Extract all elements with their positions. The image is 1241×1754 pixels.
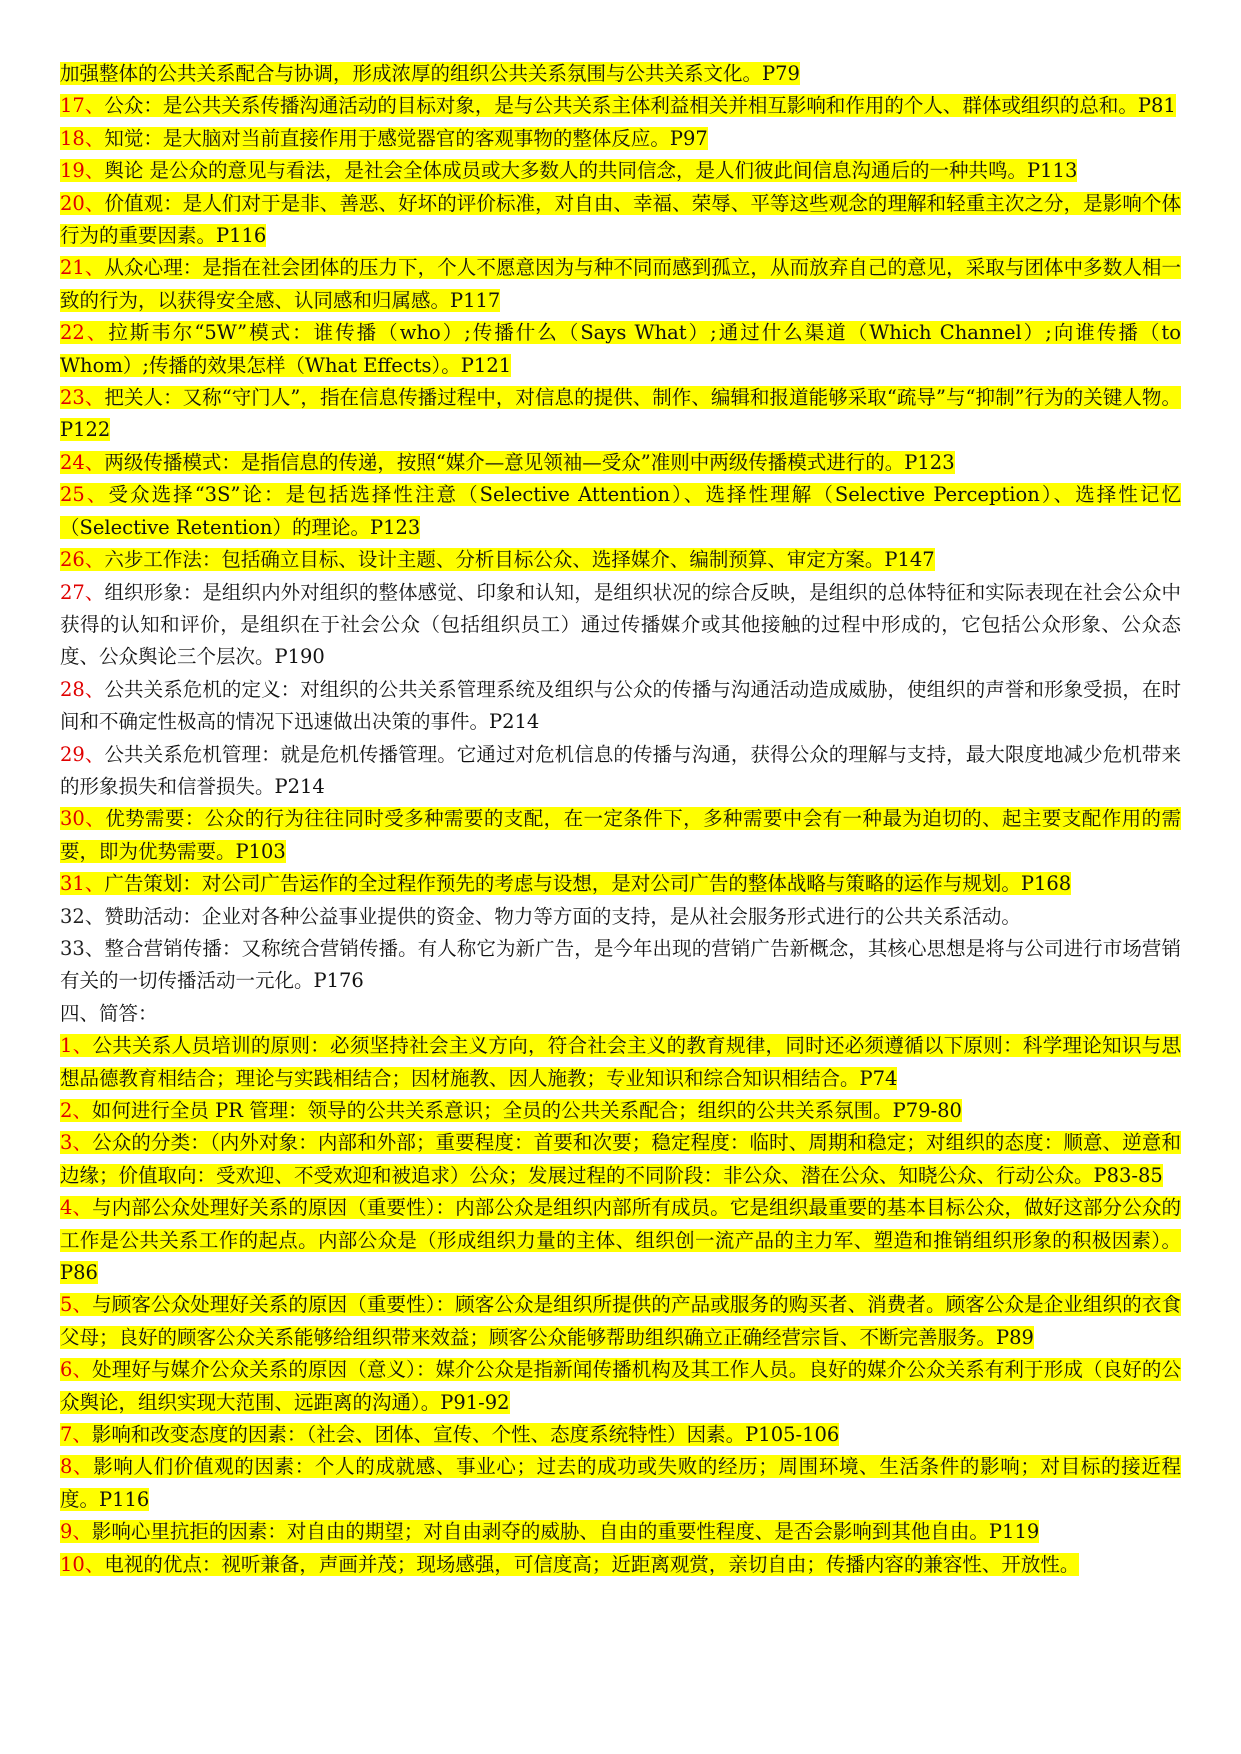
item-number: 4、: [60, 1196, 93, 1220]
item-text: 两级传播模式：是指信息的传递，按照“媒介—意见领袖—受众”准则中两级传播模式进行的。P123: [104, 450, 955, 474]
item-text: 加强整体的公共关系配合与协调，形成浓厚的组织公共关系氛围与公共关系文化。P79: [60, 62, 800, 85]
paragraph-10: [60, 544, 1181, 576]
paragraph-13: [60, 739, 1181, 804]
item-number: 28、: [60, 677, 105, 701]
highlighted-text: [60, 256, 1181, 311]
paragraph-19: [60, 1030, 1181, 1095]
item-text: 公共关系危机管理：就是危机传播管理。它通过对危机信息的传播与沟通，获得公众的理解与支持，最大限度地减少危机带来的形象损失和信誉损失。P214: [60, 742, 1181, 798]
item-text: 整合营销传播：又称统合营销传播。有人称它为新广告，是今年出现的营销广告新概念，其核心思想是将与公司进行市场营销有关的一切传播活动一元化。P176: [60, 936, 1181, 993]
highlighted-text: [60, 321, 1181, 376]
item-number: 3、: [60, 1131, 93, 1155]
item-number: 5、: [60, 1293, 93, 1317]
item-text: 把关人：又称“守门人”，指在信息传播过程中，对信息的提供、制作、编辑和报道能够采取“疏导”与“抑制”行为的关键人物。P122: [60, 386, 1181, 442]
item-text: 舆论 是公众的意见与看法，是社会全体成员或大多数人的共同信念，是人们彼此间信息沟通后的一种共鸣。P113: [104, 159, 1078, 183]
paragraph-8: [60, 447, 1181, 479]
paragraph-26: [60, 1451, 1181, 1516]
paragraph-20: [60, 1095, 1181, 1127]
item-number: 8、: [60, 1455, 94, 1479]
item-number: 27、: [60, 580, 105, 604]
item-number: 30、: [60, 807, 106, 831]
highlighted-text: [60, 1099, 962, 1122]
item-text: 公共关系危机的定义：对组织的公共关系管理系统及组织与公众的传播与沟通活动造成威胁，使组织的声誉和形象受损，在时间和不确定性极高的情况下迅速做出决策的事件。P214: [60, 677, 1181, 734]
item-number: 10、: [60, 1552, 105, 1576]
item-text: 受众选择“3S”论：是包括选择性注意（Selective Attention）、选择性理解（Selective Perception）、选择性记忆（Selective Retention）的理论。P123: [60, 483, 1181, 539]
item-number: 9、: [60, 1520, 92, 1544]
plain-text: [60, 743, 1181, 798]
highlighted-text: [60, 1293, 1181, 1348]
paragraph-21: [60, 1127, 1181, 1192]
highlighted-text: [60, 1553, 1079, 1576]
highlighted-text: [60, 807, 1181, 862]
paragraph-5: [60, 252, 1181, 317]
item-number: 26、: [60, 548, 105, 572]
item-number: 2、: [60, 1099, 92, 1122]
paragraph-28: [60, 1549, 1181, 1581]
item-text: 广告策划：对公司广告运作的全过程作预先的考虑与设想，是对公司广告的整体战略与策略的运作与规划。P168: [104, 872, 1072, 896]
item-number: 23、: [60, 386, 105, 410]
paragraph-11: [60, 577, 1181, 674]
paragraph-6: [60, 317, 1181, 382]
paragraph-24: [60, 1354, 1181, 1419]
item-text: 公众：是公共关系传播沟通活动的目标对象，是与公共关系主体利益相关并相互影响和作用的个人、群体或组织的总和。P81: [104, 94, 1176, 118]
item-number: 32、: [60, 904, 105, 928]
item-text: 知觉：是大脑对当前直接作用于感觉器官的客观事物的整体反应。P97: [104, 126, 708, 150]
plain-text: [60, 937, 1181, 992]
item-number: 20、: [60, 191, 105, 215]
paragraph-25: [60, 1419, 1181, 1451]
item-text: 四、简答：: [60, 1001, 158, 1025]
item-text: 影响人们价值观的因素：个人的成就感、事业心；过去的成功或失败的经历；周围环境、生活条件的影响；对目标的接近程度。P116: [60, 1455, 1181, 1511]
paragraph-2: [60, 123, 1181, 155]
item-number: 33、: [60, 936, 105, 960]
paragraph-15: [60, 868, 1181, 900]
paragraph-1: [60, 90, 1181, 122]
item-text: 拉斯韦尔“5W”模式：谁传播（who）;传播什么（Says What）;通过什么渠道（Which Channel）;向谁传播（to Whom）;传播的效果怎样（What Effects）。P121: [60, 321, 1181, 377]
paragraph-22: [60, 1192, 1181, 1289]
highlighted-text: [60, 1358, 1181, 1413]
paragraph-4: [60, 188, 1181, 253]
item-text: 影响心里抗拒的因素：对自由的期望；对自由剥夺的威胁、自由的重要性程度、是否会影响到其他自由。P119: [91, 1520, 1040, 1544]
item-number: 6、: [60, 1358, 93, 1382]
item-number: 31、: [60, 872, 105, 896]
item-text: 组织形象：是组织内外对组织的整体感觉、印象和认知，是组织状况的综合反映，是组织的总体特征和实际表现在社会公众中获得的认知和评价，是组织在于社会公众（包括组织员工）通过传播媒介或其他接触的过程中形成的，它包括公众形象、公众态度、公众舆论三个层次。P190: [60, 580, 1181, 669]
item-number: 24、: [60, 450, 105, 474]
paragraph-27: [60, 1516, 1181, 1548]
highlighted-text: [60, 1131, 1181, 1186]
highlighted-text: [60, 127, 708, 150]
item-text: 影响和改变态度的因素：（社会、团体、宣传、个性、态度系统特性）因素。P105-106: [91, 1423, 840, 1447]
paragraph-23: [60, 1289, 1181, 1354]
item-text: 如何进行全员 PR 管理：领导的公共关系意识；全员的公共关系配合；组织的公共关系氛围。P79-80: [91, 1099, 962, 1122]
item-number: 18、: [60, 126, 105, 150]
paragraph-17: [60, 933, 1181, 998]
highlighted-text: [60, 62, 800, 85]
item-number: 21、: [60, 256, 105, 280]
highlighted-text: [60, 1196, 1181, 1284]
highlighted-text: [60, 1520, 1039, 1543]
plain-text: [60, 905, 1021, 928]
paragraph-16: [60, 901, 1181, 933]
highlighted-text: [60, 386, 1181, 441]
item-number: 17、: [60, 94, 105, 118]
paragraph-18: [60, 998, 1181, 1030]
item-number: 19、: [60, 159, 105, 183]
highlighted-text: [60, 159, 1077, 182]
paragraph-14: [60, 803, 1181, 868]
plain-text: [60, 678, 1181, 733]
item-number: 7、: [60, 1423, 92, 1447]
item-text: 赞助活动：企业对各种公益事业提供的资金、物力等方面的支持，是从社会服务形式进行的公共关系活动。: [104, 904, 1021, 928]
item-text: 优势需要：公众的行为往往同时受多种需要的支配，在一定条件下，多种需要中会有一种最为迫切的、起主要支配作用的需要，即为优势需要。P103: [60, 807, 1181, 863]
paragraph-9: [60, 479, 1181, 544]
item-text: 与内部公众处理好关系的原因（重要性）：内部公众是组织内部所有成员。它是组织最重要的基本目标公众，做好这部分公众的工作是公共关系工作的起点。内部公众是（形成组织力量的主体、组织创一流产品的主力军、塑造和推销组织形象的积极因素）。P86: [60, 1196, 1181, 1285]
paragraph-3: [60, 155, 1181, 187]
highlighted-text: [60, 1455, 1181, 1510]
highlighted-text: [60, 872, 1071, 895]
item-text: 从众心理：是指在社会团体的压力下，个人不愿意因为与种不同而感到孤立，从而放弃自己的意见，采取与团体中多数人相一致的行为，以获得安全感、认同感和归属感。P117: [60, 256, 1181, 312]
paragraph-12: [60, 674, 1181, 739]
item-text: 与顾客公众处理好关系的原因（重要性）：顾客公众是组织所提供的产品或服务的购买者、消费者。顾客公众是企业组织的衣食父母；良好的顾客公众关系能够给组织带来效益；顾客公众能够帮助组织确立正确经营宗旨、不断完善服务。P89: [60, 1293, 1181, 1349]
plain-text: [60, 581, 1181, 669]
paragraph-7: [60, 382, 1181, 447]
item-text: 六步工作法：包括确立目标、设计主题、分析目标公众、选择媒介、编制预算、审定方案。P147: [104, 548, 935, 572]
highlighted-text: [60, 548, 935, 571]
item-number: 25、: [60, 483, 109, 507]
item-number: 22、: [60, 321, 109, 345]
item-number: 29、: [60, 742, 105, 766]
highlighted-text: [60, 192, 1181, 247]
highlighted-text: [60, 1034, 1181, 1089]
item-text: 公共关系人员培训的原则：必须坚持社会主义方向，符合社会主义的教育规律，同时还必须遵循以下原则：科学理论知识与思想品德教育相结合；理论与实践相结合；因材施教、因人施教；专业知识和综合知识相结合。P74: [60, 1034, 1181, 1090]
highlighted-text: [60, 1423, 839, 1446]
highlighted-text: [60, 94, 1176, 117]
highlighted-text: [60, 483, 1181, 538]
plain-text: [60, 1002, 158, 1025]
item-text: 公众的分类：（内外对象：内部和外部；重要程度：首要和次要；稳定程度：临时、周期和稳定；对组织的态度：顺意、逆意和边缘；价值取向：受欢迎、不受欢迎和被追求）公众；发展过程的不同阶段：非公众、潜在公众、知晓公众、行动公众。P83-85: [60, 1131, 1181, 1187]
item-text: 电视的优点：视听兼备，声画并茂；现场感强，可信度高；近距离观赏，亲切自由；传播内容的兼容性、开放性。: [104, 1552, 1080, 1576]
item-text: 处理好与媒介公众关系的原因（意义）：媒介公众是指新闻传播机构及其工作人员。良好的媒介公众关系有利于形成（良好的公众舆论，组织实现大范围、远距离的沟通）。P91-92: [60, 1358, 1181, 1414]
item-text: 价值观：是人们对于是非、善恶、好坏的评价标准，对自由、幸福、荣辱、平等这些观念的理解和轻重主次之分，是影响个体行为的重要因素。P116: [60, 191, 1181, 248]
paragraph-0: [60, 58, 1181, 90]
item-number: 1、: [60, 1034, 93, 1058]
highlighted-text: [60, 451, 955, 474]
